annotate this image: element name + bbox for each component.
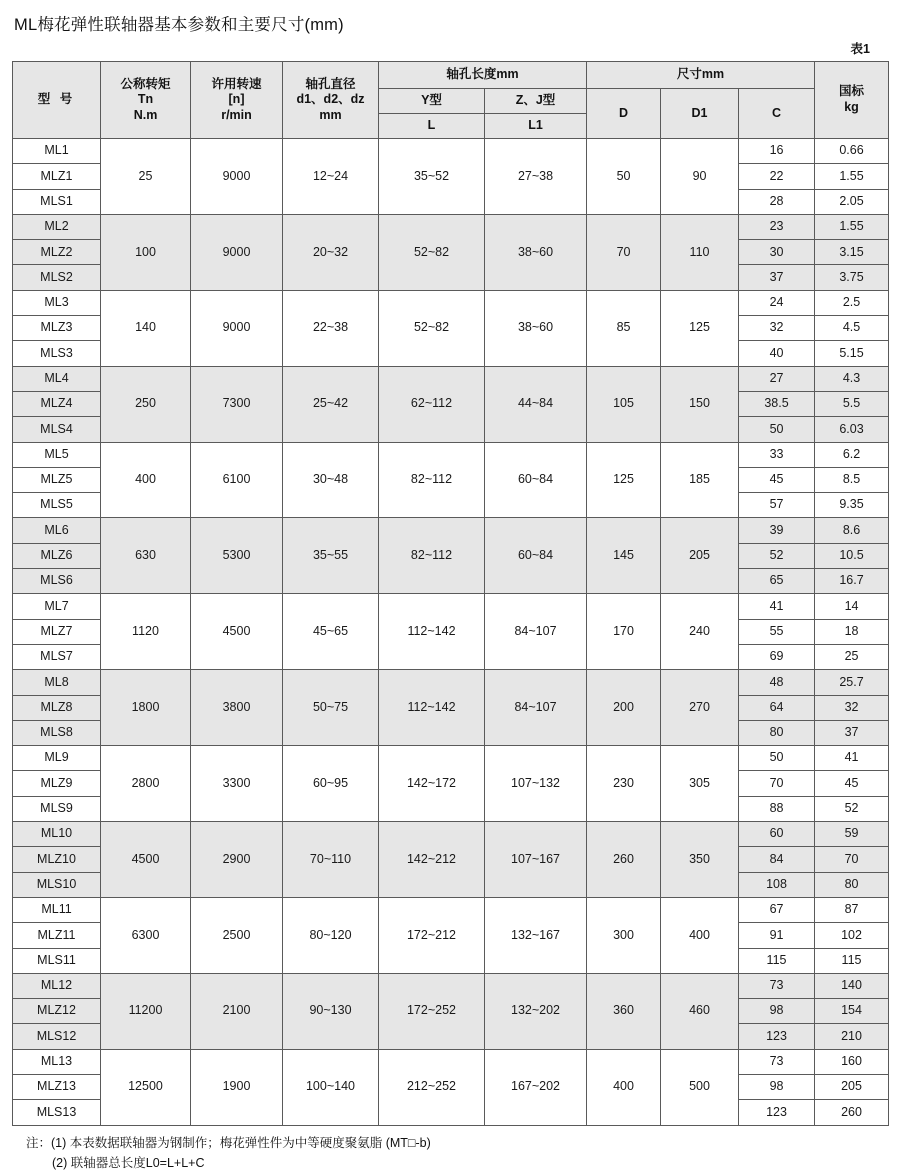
cell-model: MLS2 xyxy=(13,265,101,290)
cell-D: 50 xyxy=(587,139,661,215)
cell-bore-length-L: 172~252 xyxy=(379,973,485,1049)
cell-model: ML13 xyxy=(13,1049,101,1074)
header-D: D xyxy=(587,89,661,139)
cell-D: 260 xyxy=(587,822,661,898)
cell-C: 65 xyxy=(739,569,815,594)
cell-torque: 1800 xyxy=(101,670,191,746)
cell-D1: 270 xyxy=(661,670,739,746)
cell-model: MLZ6 xyxy=(13,543,101,568)
cell-bore-length-L1: 132~167 xyxy=(485,897,587,973)
cell-speed: 1900 xyxy=(191,1049,283,1125)
cell-model: ML10 xyxy=(13,822,101,847)
cell-D: 230 xyxy=(587,746,661,822)
table-row xyxy=(13,594,889,619)
cell-model: MLS12 xyxy=(13,1024,101,1049)
header-D1: D1 xyxy=(661,89,739,139)
cell-model: MLZ7 xyxy=(13,619,101,644)
cell-bore-length-L: 142~212 xyxy=(379,822,485,898)
cell-model: MLZ4 xyxy=(13,391,101,416)
cell-C: 27 xyxy=(739,366,815,391)
cell-torque: 11200 xyxy=(101,973,191,1049)
cell-D1: 150 xyxy=(661,366,739,442)
cell-model: MLS4 xyxy=(13,417,101,442)
cell-model: MLS13 xyxy=(13,1100,101,1125)
cell-speed: 7300 xyxy=(191,366,283,442)
table-row xyxy=(13,366,889,391)
cell-D1: 350 xyxy=(661,822,739,898)
cell-model: MLS11 xyxy=(13,948,101,973)
cell-weight: 80 xyxy=(815,872,889,897)
cell-bore-length-L: 112~142 xyxy=(379,670,485,746)
cell-weight: 14 xyxy=(815,594,889,619)
note-1: 注：(1) 本表数据联轴器为钢制作；梅花弹性件为中等硬度聚氨脂 (MT□-b) xyxy=(26,1135,431,1150)
cell-bore-length-L: 172~212 xyxy=(379,897,485,973)
cell-weight: 87 xyxy=(815,897,889,922)
cell-C: 48 xyxy=(739,670,815,695)
cell-C: 50 xyxy=(739,746,815,771)
header-torque-line2: Tn xyxy=(137,92,154,107)
cell-weight: 5.15 xyxy=(815,341,889,366)
cell-bore-length-L1: 84~107 xyxy=(485,594,587,670)
cell-weight: 32 xyxy=(815,695,889,720)
table-row xyxy=(13,442,889,467)
cell-weight: 8.5 xyxy=(815,467,889,492)
cell-bore-length-L1: 38~60 xyxy=(485,214,587,290)
cell-model: MLZ8 xyxy=(13,695,101,720)
cell-torque: 1120 xyxy=(101,594,191,670)
cell-model: MLZ9 xyxy=(13,771,101,796)
cell-torque: 630 xyxy=(101,518,191,594)
cell-bore-length-L: 142~172 xyxy=(379,746,485,822)
cell-speed: 9000 xyxy=(191,290,283,366)
cell-D1: 460 xyxy=(661,973,739,1049)
cell-C: 123 xyxy=(739,1100,815,1125)
cell-model: MLZ1 xyxy=(13,164,101,189)
cell-model: MLZ3 xyxy=(13,316,101,341)
table-row xyxy=(13,897,889,922)
cell-C: 37 xyxy=(739,265,815,290)
cell-D: 125 xyxy=(587,442,661,518)
cell-weight: 6.03 xyxy=(815,417,889,442)
cell-model: MLZ13 xyxy=(13,1074,101,1099)
header-speed-line3: r/min xyxy=(221,107,252,122)
cell-model: MLS10 xyxy=(13,872,101,897)
cell-C: 16 xyxy=(739,139,815,164)
page-title: ML梅花弹性联轴器基本参数和主要尺寸(mm) xyxy=(14,16,344,34)
cell-model: ML8 xyxy=(13,670,101,695)
cell-bore-diameter: 60~95 xyxy=(283,746,379,822)
table-label: 表1 xyxy=(850,42,870,56)
cell-bore-diameter: 50~75 xyxy=(283,670,379,746)
header-torque-line3: N.m xyxy=(133,107,158,122)
header-bore-diameter xyxy=(283,62,379,139)
cell-bore-diameter: 20~32 xyxy=(283,214,379,290)
spec-table xyxy=(12,61,889,1126)
cell-D1: 400 xyxy=(661,897,739,973)
cell-bore-length-L: 52~82 xyxy=(379,290,485,366)
cell-speed: 2500 xyxy=(191,897,283,973)
cell-weight: 205 xyxy=(815,1074,889,1099)
cell-C: 98 xyxy=(739,1074,815,1099)
cell-D: 170 xyxy=(587,594,661,670)
cell-C: 60 xyxy=(739,822,815,847)
cell-model: ML7 xyxy=(13,594,101,619)
cell-weight: 37 xyxy=(815,720,889,745)
cell-model: MLZ11 xyxy=(13,923,101,948)
cell-model: ML5 xyxy=(13,442,101,467)
cell-D1: 185 xyxy=(661,442,739,518)
cell-weight: 3.15 xyxy=(815,240,889,265)
cell-C: 38.5 xyxy=(739,391,815,416)
cell-D1: 125 xyxy=(661,290,739,366)
cell-torque: 140 xyxy=(101,290,191,366)
note-2: (2) 联轴器总长度L0=L+L+C xyxy=(52,1155,205,1170)
header-speed-line2: [n] xyxy=(228,92,245,107)
header-torque xyxy=(101,62,191,139)
cell-model: MLS9 xyxy=(13,796,101,821)
cell-D: 400 xyxy=(587,1049,661,1125)
cell-model: MLS5 xyxy=(13,493,101,518)
cell-model: ML1 xyxy=(13,139,101,164)
header-bore-length-zj: Z、J型 xyxy=(485,89,587,114)
cell-bore-length-L: 212~252 xyxy=(379,1049,485,1125)
header-speed xyxy=(191,62,283,139)
cell-torque: 6300 xyxy=(101,897,191,973)
cell-model: MLZ10 xyxy=(13,847,101,872)
table-row xyxy=(13,214,889,239)
cell-torque: 400 xyxy=(101,442,191,518)
cell-C: 108 xyxy=(739,872,815,897)
cell-weight: 140 xyxy=(815,973,889,998)
table-body xyxy=(13,139,889,1126)
cell-model: ML2 xyxy=(13,214,101,239)
cell-torque: 4500 xyxy=(101,822,191,898)
cell-model: MLZ2 xyxy=(13,240,101,265)
cell-model: MLS3 xyxy=(13,341,101,366)
cell-D: 70 xyxy=(587,214,661,290)
header-weight xyxy=(815,62,889,139)
cell-bore-length-L1: 60~84 xyxy=(485,442,587,518)
cell-bore-diameter: 80~120 xyxy=(283,897,379,973)
table-row xyxy=(13,1049,889,1074)
cell-bore-length-L: 112~142 xyxy=(379,594,485,670)
cell-torque: 12500 xyxy=(101,1049,191,1125)
cell-C: 50 xyxy=(739,417,815,442)
cell-weight: 2.5 xyxy=(815,290,889,315)
cell-model: ML4 xyxy=(13,366,101,391)
cell-weight: 210 xyxy=(815,1024,889,1049)
cell-C: 55 xyxy=(739,619,815,644)
cell-speed: 6100 xyxy=(191,442,283,518)
cell-weight: 4.5 xyxy=(815,316,889,341)
table-row xyxy=(13,670,889,695)
cell-D: 200 xyxy=(587,670,661,746)
cell-weight: 18 xyxy=(815,619,889,644)
cell-bore-length-L1: 60~84 xyxy=(485,518,587,594)
header-bore-line1: 轴孔直径 xyxy=(305,76,356,91)
cell-speed: 2900 xyxy=(191,822,283,898)
cell-D1: 90 xyxy=(661,139,739,215)
header-L1: L1 xyxy=(485,114,587,139)
cell-speed: 2100 xyxy=(191,973,283,1049)
cell-torque: 250 xyxy=(101,366,191,442)
cell-bore-length-L: 52~82 xyxy=(379,214,485,290)
cell-C: 91 xyxy=(739,923,815,948)
cell-weight: 6.2 xyxy=(815,442,889,467)
cell-weight: 9.35 xyxy=(815,493,889,518)
header-bore-line3: mm xyxy=(319,107,342,122)
cell-bore-length-L1: 107~167 xyxy=(485,822,587,898)
header-bore-length-group: 轴孔长度mm xyxy=(379,62,587,89)
cell-D: 360 xyxy=(587,973,661,1049)
cell-weight: 16.7 xyxy=(815,569,889,594)
cell-speed: 3300 xyxy=(191,746,283,822)
cell-bore-diameter: 100~140 xyxy=(283,1049,379,1125)
cell-bore-diameter: 30~48 xyxy=(283,442,379,518)
cell-bore-diameter: 22~38 xyxy=(283,290,379,366)
cell-torque: 2800 xyxy=(101,746,191,822)
cell-weight: 45 xyxy=(815,771,889,796)
cell-bore-diameter: 90~130 xyxy=(283,973,379,1049)
cell-weight: 25 xyxy=(815,644,889,669)
cell-bore-length-L: 82~112 xyxy=(379,518,485,594)
cell-weight: 154 xyxy=(815,999,889,1024)
header-bore-length-y: Y型 xyxy=(379,89,485,114)
cell-speed: 9000 xyxy=(191,139,283,215)
table-row xyxy=(13,746,889,771)
cell-C: 64 xyxy=(739,695,815,720)
cell-D: 145 xyxy=(587,518,661,594)
cell-C: 32 xyxy=(739,316,815,341)
cell-model: ML11 xyxy=(13,897,101,922)
cell-torque: 100 xyxy=(101,214,191,290)
cell-C: 22 xyxy=(739,164,815,189)
cell-model: MLS1 xyxy=(13,189,101,214)
cell-D1: 305 xyxy=(661,746,739,822)
cell-bore-diameter: 12~24 xyxy=(283,139,379,215)
cell-C: 24 xyxy=(739,290,815,315)
cell-model: ML9 xyxy=(13,746,101,771)
cell-C: 88 xyxy=(739,796,815,821)
cell-weight: 59 xyxy=(815,822,889,847)
cell-speed: 5300 xyxy=(191,518,283,594)
table-header xyxy=(13,62,889,139)
header-weight-line2: kg xyxy=(844,100,859,114)
notes xyxy=(26,1133,888,1173)
cell-C: 41 xyxy=(739,594,815,619)
cell-model: MLS7 xyxy=(13,644,101,669)
cell-bore-length-L1: 107~132 xyxy=(485,746,587,822)
cell-C: 115 xyxy=(739,948,815,973)
cell-weight: 5.5 xyxy=(815,391,889,416)
cell-D: 105 xyxy=(587,366,661,442)
cell-torque: 25 xyxy=(101,139,191,215)
cell-model: ML12 xyxy=(13,973,101,998)
cell-bore-diameter: 45~65 xyxy=(283,594,379,670)
header-C: C xyxy=(739,89,815,139)
cell-bore-length-L: 82~112 xyxy=(379,442,485,518)
cell-C: 28 xyxy=(739,189,815,214)
cell-model: MLS8 xyxy=(13,720,101,745)
cell-bore-diameter: 25~42 xyxy=(283,366,379,442)
header-model: 型 号 xyxy=(13,62,101,139)
cell-C: 123 xyxy=(739,1024,815,1049)
header-weight-line1: 国标 xyxy=(839,84,865,99)
table-row xyxy=(13,973,889,998)
cell-bore-length-L1: 132~202 xyxy=(485,973,587,1049)
cell-speed: 3800 xyxy=(191,670,283,746)
cell-weight: 3.75 xyxy=(815,265,889,290)
cell-C: 80 xyxy=(739,720,815,745)
cell-model: MLS6 xyxy=(13,569,101,594)
cell-bore-diameter: 35~55 xyxy=(283,518,379,594)
header-L: L xyxy=(379,114,485,139)
cell-C: 52 xyxy=(739,543,815,568)
cell-weight: 8.6 xyxy=(815,518,889,543)
cell-weight: 260 xyxy=(815,1100,889,1125)
cell-C: 69 xyxy=(739,644,815,669)
cell-C: 45 xyxy=(739,467,815,492)
header-speed-line1: 许用转速 xyxy=(211,76,262,91)
cell-weight: 52 xyxy=(815,796,889,821)
cell-C: 33 xyxy=(739,442,815,467)
cell-weight: 4.3 xyxy=(815,366,889,391)
cell-weight: 41 xyxy=(815,746,889,771)
cell-model: MLZ12 xyxy=(13,999,101,1024)
cell-bore-length-L1: 44~84 xyxy=(485,366,587,442)
cell-weight: 25.7 xyxy=(815,670,889,695)
cell-weight: 1.55 xyxy=(815,214,889,239)
cell-weight: 70 xyxy=(815,847,889,872)
table-row xyxy=(13,518,889,543)
cell-C: 73 xyxy=(739,1049,815,1074)
cell-C: 23 xyxy=(739,214,815,239)
header-torque-line1: 公称转矩 xyxy=(120,76,171,91)
cell-D1: 240 xyxy=(661,594,739,670)
cell-weight: 10.5 xyxy=(815,543,889,568)
cell-weight: 102 xyxy=(815,923,889,948)
cell-bore-length-L1: 84~107 xyxy=(485,670,587,746)
cell-bore-length-L: 62~112 xyxy=(379,366,485,442)
cell-speed: 4500 xyxy=(191,594,283,670)
cell-C: 30 xyxy=(739,240,815,265)
cell-bore-length-L1: 167~202 xyxy=(485,1049,587,1125)
cell-D: 85 xyxy=(587,290,661,366)
cell-C: 67 xyxy=(739,897,815,922)
cell-D1: 110 xyxy=(661,214,739,290)
cell-C: 73 xyxy=(739,973,815,998)
table-row xyxy=(13,139,889,164)
cell-weight: 2.05 xyxy=(815,189,889,214)
cell-bore-length-L1: 27~38 xyxy=(485,139,587,215)
cell-bore-diameter: 70~110 xyxy=(283,822,379,898)
cell-C: 70 xyxy=(739,771,815,796)
cell-weight: 0.66 xyxy=(815,139,889,164)
cell-D: 300 xyxy=(587,897,661,973)
header-dimension-group: 尺寸mm xyxy=(587,62,815,89)
cell-model: ML3 xyxy=(13,290,101,315)
cell-weight: 160 xyxy=(815,1049,889,1074)
header-bore-line2: d1、d2、dz xyxy=(296,92,365,107)
cell-bore-length-L: 35~52 xyxy=(379,139,485,215)
cell-C: 40 xyxy=(739,341,815,366)
cell-D1: 205 xyxy=(661,518,739,594)
cell-bore-length-L1: 38~60 xyxy=(485,290,587,366)
cell-C: 98 xyxy=(739,999,815,1024)
cell-C: 84 xyxy=(739,847,815,872)
cell-D1: 500 xyxy=(661,1049,739,1125)
table-row xyxy=(13,290,889,315)
table-row xyxy=(13,822,889,847)
cell-weight: 115 xyxy=(815,948,889,973)
cell-weight: 1.55 xyxy=(815,164,889,189)
cell-C: 57 xyxy=(739,493,815,518)
cell-model: ML6 xyxy=(13,518,101,543)
cell-C: 39 xyxy=(739,518,815,543)
cell-speed: 9000 xyxy=(191,214,283,290)
cell-model: MLZ5 xyxy=(13,467,101,492)
